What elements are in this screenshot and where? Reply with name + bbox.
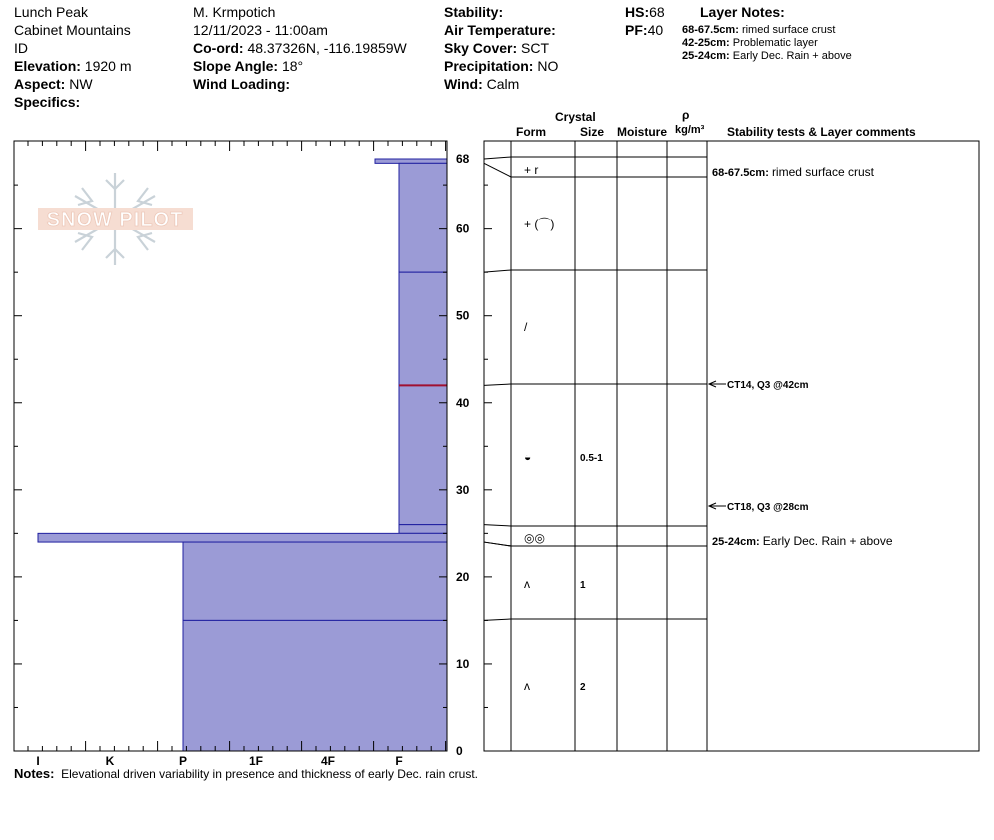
depth-tick-label: 40 (456, 395, 470, 410)
depth-connector (484, 157, 511, 159)
depth-connector (484, 619, 511, 620)
depth-tick-label: 50 (456, 308, 470, 323)
grain-form-symbol: / (524, 320, 528, 334)
grain-form-symbol: + (⌒) (524, 217, 555, 231)
hardness-bar (183, 620, 447, 751)
layer-note-range: 68-67.5cm: (682, 24, 739, 36)
grain-size: 0.5-1 (580, 453, 603, 464)
form-header: Form (516, 125, 546, 139)
slope-label: Slope Angle: (193, 58, 279, 74)
precip-value: NO (537, 58, 559, 74)
layer-comment-range: 68-67.5cm: (712, 167, 772, 179)
depth-connector (484, 163, 511, 177)
grain-size: 2 (580, 682, 586, 693)
layer-comment (712, 534, 893, 548)
hardness-label: 1F (248, 754, 264, 768)
depth-connector (484, 270, 511, 272)
layer-note-text: Problematic layer (732, 37, 818, 49)
elevation-value: 1920 m (84, 58, 132, 74)
layer-note-text: Early Dec. Rain + above (732, 50, 852, 62)
hardness-label: 4F (320, 754, 336, 768)
layer-notes-title-text: Layer Notes: (700, 4, 785, 20)
depth-tick-label: 20 (456, 569, 470, 584)
elevation-label: Elevation: (14, 58, 81, 74)
notes-label: Notes: (14, 766, 55, 781)
pf-value: 40 (647, 22, 664, 38)
pf-label: PF: (625, 22, 648, 38)
wind-loading-label: Wind Loading: (193, 76, 291, 92)
hardness-bar (399, 163, 447, 272)
mountain-range: Cabinet Mountains (14, 22, 131, 38)
precip-label: Precipitation: (444, 58, 534, 74)
air-temp-label: Air Temperature: (444, 22, 556, 38)
logo-text: SNOW PILOT (46, 209, 184, 231)
grain-form-symbol: + r (524, 163, 539, 177)
layer-note-text: rimed surface crust (741, 24, 836, 36)
depth-tick-label: 10 (456, 656, 470, 671)
density-unit: kg/m³ (675, 124, 705, 136)
hardness-label: F (395, 754, 403, 768)
hardness-bar (399, 525, 447, 534)
hardness-bar (183, 542, 447, 620)
depth-tick-label: 30 (456, 482, 470, 497)
hs-label: HS: (625, 4, 650, 20)
sky-value: SCT (521, 40, 550, 56)
hardness-bar (38, 533, 447, 542)
size-header: Size (580, 125, 605, 139)
hardness-bar (399, 272, 447, 385)
notes-text: Elevational driven variability in presence and thickness of early Dec. rain crust. (61, 767, 478, 781)
location-name: Lunch Peak (14, 4, 88, 20)
state: ID (14, 40, 28, 56)
grain-form-symbol: ʌ (524, 577, 530, 591)
layer-comment (712, 165, 875, 179)
coord-label: Co-ord: (193, 40, 244, 56)
crystal-header: Crystal (555, 110, 596, 124)
depth-tick-label: 68 (456, 152, 470, 166)
hardness-label: I (36, 754, 40, 768)
wind-label: Wind: (444, 76, 483, 92)
layer-comment-text: Early Dec. Rain + above (762, 534, 893, 548)
grain-size: 1 (580, 580, 586, 591)
hardness-bar (399, 385, 447, 524)
aspect-value: NW (69, 76, 93, 92)
sky-label: Sky Cover: (444, 40, 518, 56)
slope-value: 18° (281, 58, 304, 74)
specifics-label: Specifics: (14, 94, 81, 110)
wind-value: Calm (486, 76, 520, 92)
hardness-bar (375, 159, 447, 163)
depth-tick-label: 0 (456, 744, 463, 758)
grain-form-symbol: ◒ (524, 450, 532, 464)
stability-label: Stability: (444, 4, 504, 20)
layer-comment-text: rimed surface crust (771, 165, 874, 179)
depth-connector (484, 525, 511, 526)
test-label: CT18, Q3 @28cm (727, 502, 809, 513)
hs-value: 68 (649, 4, 665, 20)
layer-table-frame (484, 141, 979, 751)
hardness-label: K (105, 754, 115, 768)
layer-note-range: 42-25cm: (682, 37, 730, 49)
comments-header: Stability tests & Layer comments (727, 125, 916, 139)
grain-form-symbol: ʌ (524, 679, 530, 693)
datetime: 12/11/2023 - 11:00am (193, 22, 328, 38)
layer-note-range: 25-24cm: (682, 50, 730, 62)
moisture-header: Moisture (617, 125, 668, 139)
observer: M. Krmpotich (193, 4, 276, 20)
hardness-label: P (178, 754, 188, 768)
depth-connector (484, 384, 511, 385)
depth-connector (484, 542, 511, 546)
aspect-label: Aspect: (14, 76, 66, 92)
test-label: CT14, Q3 @42cm (727, 380, 809, 391)
rho-header: ρ (682, 108, 690, 122)
snowpilot-logo (38, 173, 193, 265)
layer-comment-range: 25-24cm: (712, 536, 763, 548)
depth-tick-label: 60 (456, 221, 470, 236)
coord-value: 48.37326N, -116.19859W (247, 40, 407, 56)
grain-form-symbol: ◎◎ (524, 531, 545, 545)
